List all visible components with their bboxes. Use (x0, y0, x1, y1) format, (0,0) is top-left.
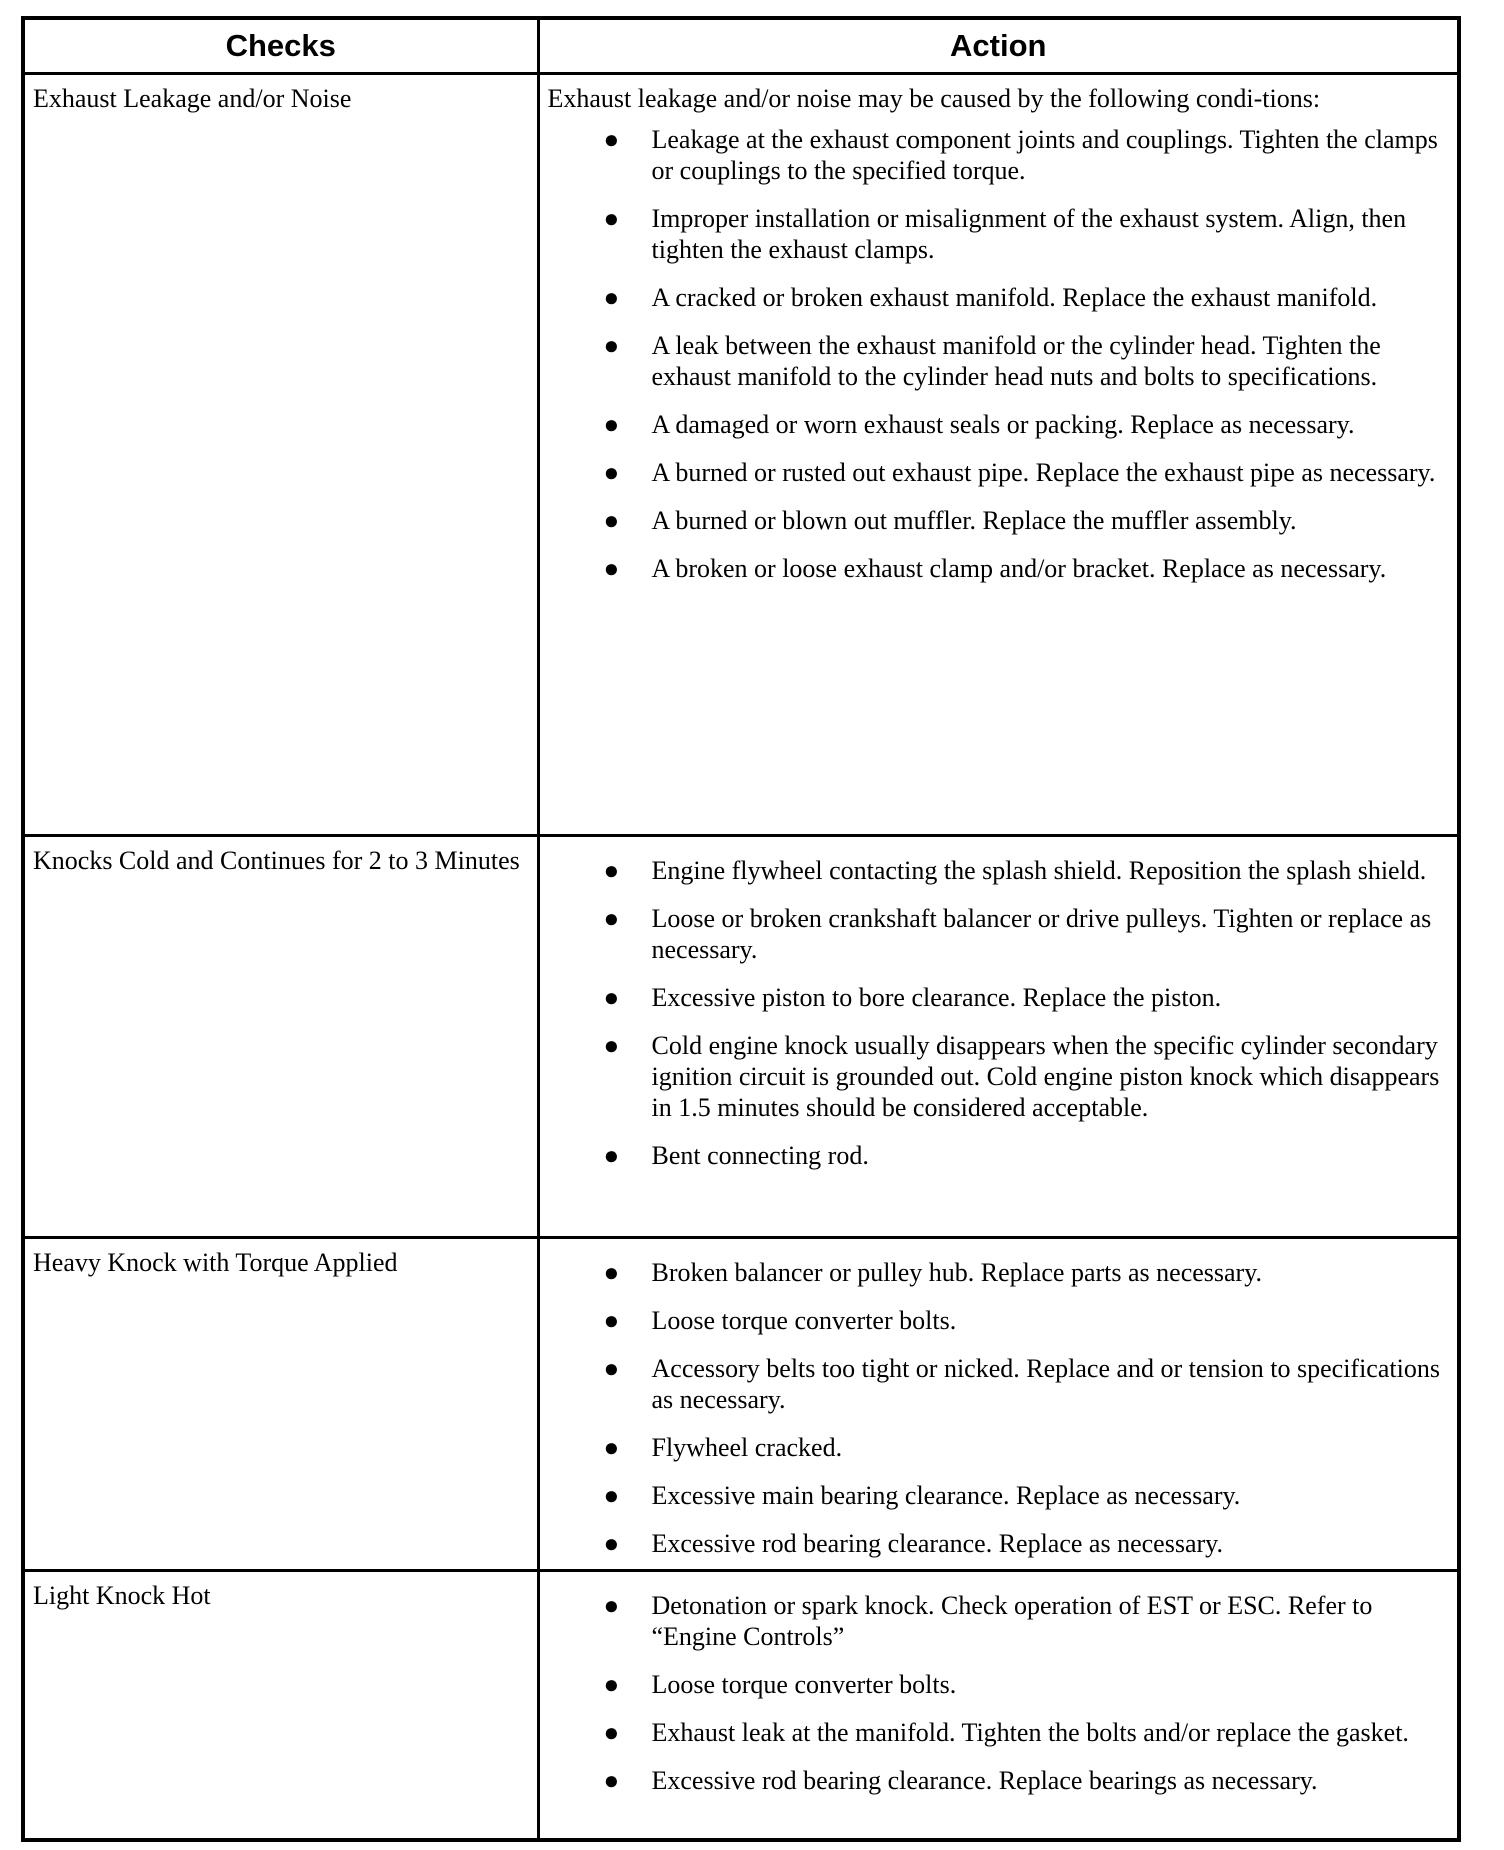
bullet-icon: ● (603, 1591, 620, 1620)
action-item: ● A cracked or broken exhaust manifold. Replace the exhaust manifold. (603, 283, 1378, 312)
bullet-icon: ● (603, 1481, 620, 1510)
bullet-icon: ● (603, 1670, 620, 1699)
bullet-icon: ● (603, 458, 620, 487)
bullet-icon: ● (603, 1141, 620, 1170)
table-row (23, 1571, 1459, 1841)
action-item: ● Loose torque converter bolts. (603, 1670, 957, 1699)
action-item: ● Exhaust leak at the manifold. Tighten the bolts and/or replace the gasket. (603, 1718, 1409, 1747)
action-item: ● A burned or rusted out exhaust pipe. Replace the exhaust pipe as necessary. (603, 458, 1436, 487)
bullet-icon: ● (603, 983, 620, 1012)
bullet-icon: ● (603, 1354, 620, 1383)
check-cell: Heavy Knock with Torque Applied (23, 1238, 538, 1571)
bullet-icon: ● (603, 331, 620, 360)
action-intro: Exhaust leakage and/or noise may be caused by the following condi-tions: (547, 84, 1321, 113)
bullet-icon: ● (603, 1031, 620, 1060)
bullet-icon: ● (603, 410, 620, 439)
diagnosis-page (21, 16, 1461, 1842)
bullet-icon: ● (603, 1529, 620, 1558)
bullet-icon: ● (603, 1766, 620, 1795)
bullet-icon: ● (603, 1718, 620, 1747)
action-list (548, 855, 1448, 1171)
action-item: ● Excessive rod bearing clearance. Replace bearings as necessary. (603, 1766, 1318, 1795)
bullet-icon: ● (603, 1306, 620, 1335)
action-item: ● Improper installation or misalignment of the exhaust system. Align, then tighten the exhaust clamps. (603, 204, 1407, 264)
action-item: ● A broken or loose exhaust clamp and/or bracket. Replace as necessary. (603, 554, 1387, 583)
action-item: ● Accessory belts too tight or nicked. Replace and or tension to specifications as necessary. (603, 1354, 1440, 1414)
bullet-icon: ● (603, 1258, 620, 1287)
action-item: ● Leakage at the exhaust component joints and couplings. Tighten the clamps or couplings to the specified torque. (603, 125, 1438, 185)
action-item: ● Excessive main bearing clearance. Replace as necessary. (603, 1481, 1241, 1510)
action-cell (538, 1571, 1459, 1841)
action-list (548, 1590, 1448, 1796)
checks-column-header: Checks (23, 18, 538, 74)
action-item: ● A burned or blown out muffler. Replace the muffler assembly. (603, 506, 1297, 535)
action-item: ● Broken balancer or pulley hub. Replace parts as necessary. (603, 1258, 1263, 1287)
table-header-row (23, 18, 1459, 74)
bullet-icon: ● (603, 125, 620, 154)
action-column-header: Action (538, 18, 1459, 74)
action-item: ● Flywheel cracked. (603, 1433, 843, 1462)
check-cell: Knocks Cold and Continues for 2 to 3 Minutes (23, 836, 538, 1238)
bullet-icon: ● (603, 904, 620, 933)
table-row (23, 836, 1459, 1238)
action-item: ● Loose or broken crankshaft balancer or drive pulleys. Tighten or replace as necessary. (603, 904, 1432, 964)
action-item: ● Bent connecting rod. (603, 1141, 869, 1170)
bullet-icon: ● (603, 283, 620, 312)
action-cell (538, 836, 1459, 1238)
table-row (23, 1238, 1459, 1571)
check-cell: Exhaust Leakage and/or Noise (23, 74, 538, 836)
action-item: ● Loose torque converter bolts. (603, 1306, 957, 1335)
bullet-icon: ● (603, 204, 620, 233)
action-item: ● Engine flywheel contacting the splash shield. Reposition the splash shield. (603, 856, 1427, 885)
action-cell (538, 1238, 1459, 1571)
bullet-icon: ● (603, 856, 620, 885)
action-list (548, 124, 1448, 584)
diagnosis-table (21, 16, 1461, 1842)
table-row (23, 74, 1459, 836)
check-cell: Light Knock Hot (23, 1571, 538, 1841)
bullet-icon: ● (603, 1433, 620, 1462)
action-item: ● Detonation or spark knock. Check operation of EST or ESC. Refer to “Engine Controls” (603, 1591, 1373, 1651)
bullet-icon: ● (603, 506, 620, 535)
bullet-icon: ● (603, 554, 620, 583)
action-item: ● Excessive rod bearing clearance. Replace as necessary. (603, 1529, 1223, 1558)
action-item: ● A leak between the exhaust manifold or the cylinder head. Tighten the exhaust manifold to the cylinder head nuts and bolts to specifications. (603, 331, 1381, 391)
action-list (548, 1257, 1448, 1559)
action-item: ● Cold engine knock usually disappears when the specific cylinder secondary ignition circuit is grounded out. Cold engine piston knock which disappears in 1.5 minutes should be considered acceptable. (603, 1031, 1440, 1122)
action-item: ● A damaged or worn exhaust seals or packing. Replace as necessary. (603, 410, 1355, 439)
action-item: ● Excessive piston to bore clearance. Replace the piston. (603, 983, 1222, 1012)
action-cell (538, 74, 1459, 836)
